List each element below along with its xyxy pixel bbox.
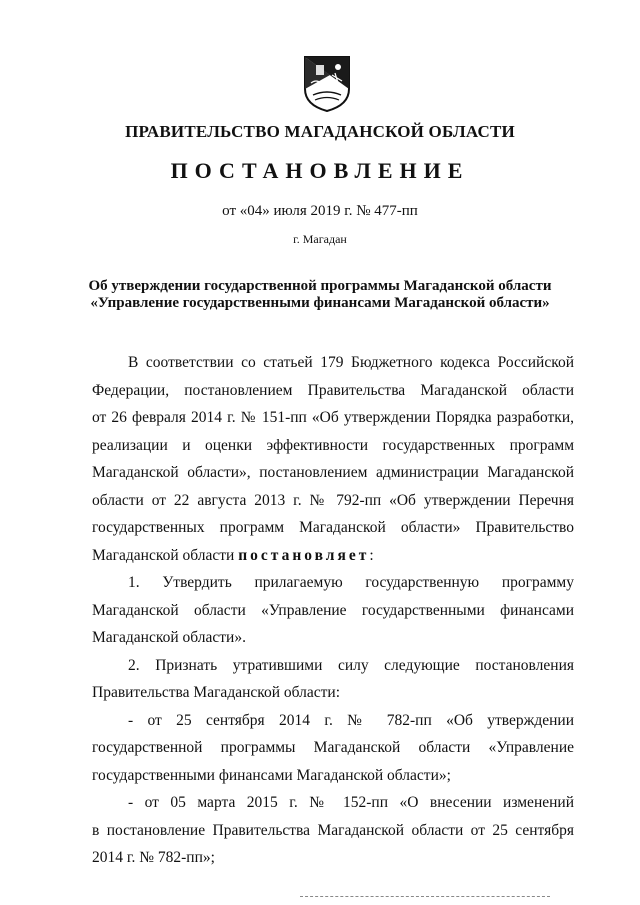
document-type-title: ПОСТАНОВЛЕНИЕ [170,158,470,183]
body-line: Магаданской области». [92,629,246,646]
body-line: 2. Признать утратившими силу следующие постановления [128,656,574,674]
body-text-fragment: Магаданской области [92,546,239,564]
page-bottom-rule [300,896,550,898]
body-line [92,542,574,570]
body-text-fragment: : [369,546,374,564]
body-line: Федерации, постановлением Правительства Магаданской области [92,381,574,399]
body-line: Магаданской области», постановлением администрации Магаданской [92,464,574,481]
document-body [92,349,574,872]
body-line: Магаданской области «Управление государственными финансами [92,601,574,619]
body-line: государственной программы Магаданской области «Управление [92,739,574,756]
body-line: реализации и оценки эффективности государственных программ [92,436,574,454]
document-date-number: от «04» июля 2019 г. № 477-пп [222,203,418,219]
document-place: г. Магадан [293,232,347,246]
body-line: в постановление Правительства Магаданской области от 25 сентября [92,821,574,839]
decree-word: постановляет [238,546,370,564]
body-line: - от 05 марта 2015 г. № 152-пп «О внесении изменений [128,794,574,811]
subject-line: Об утверждении государственной программы Магаданской области [88,278,552,294]
body-line: 2014 г. № 782-пп»; [92,849,215,866]
body-line: области от 22 августа 2013 г. № 792-пп «Об утверждении Перечня [92,491,574,509]
document-subject [0,278,640,312]
body-line: Правительства Магаданской области: [92,684,341,701]
subject-line: «Управление государственными финансами Магаданской области» [90,295,550,311]
coat-of-arms-emblem [302,55,352,113]
government-title: ПРАВИТЕЛЬСТВО МАГАДАНСКОЙ ОБЛАСТИ [125,122,515,141]
body-line: от 26 февраля 2014 г. № 151-пп «Об утверждении Порядка разработки, [92,409,574,426]
body-line: 1. Утвердить прилагаемую государственную программу [128,574,574,591]
body-line: В соответствии со статьей 179 Бюджетного кодекса Российской [128,354,574,371]
body-line: государственных программ Магаданской области» Правительство [92,519,574,536]
body-line: - от 25 сентября 2014 г. № 782-пп «Об утверждении [128,711,574,729]
body-line: государственными финансами Магаданской области»; [92,766,451,784]
